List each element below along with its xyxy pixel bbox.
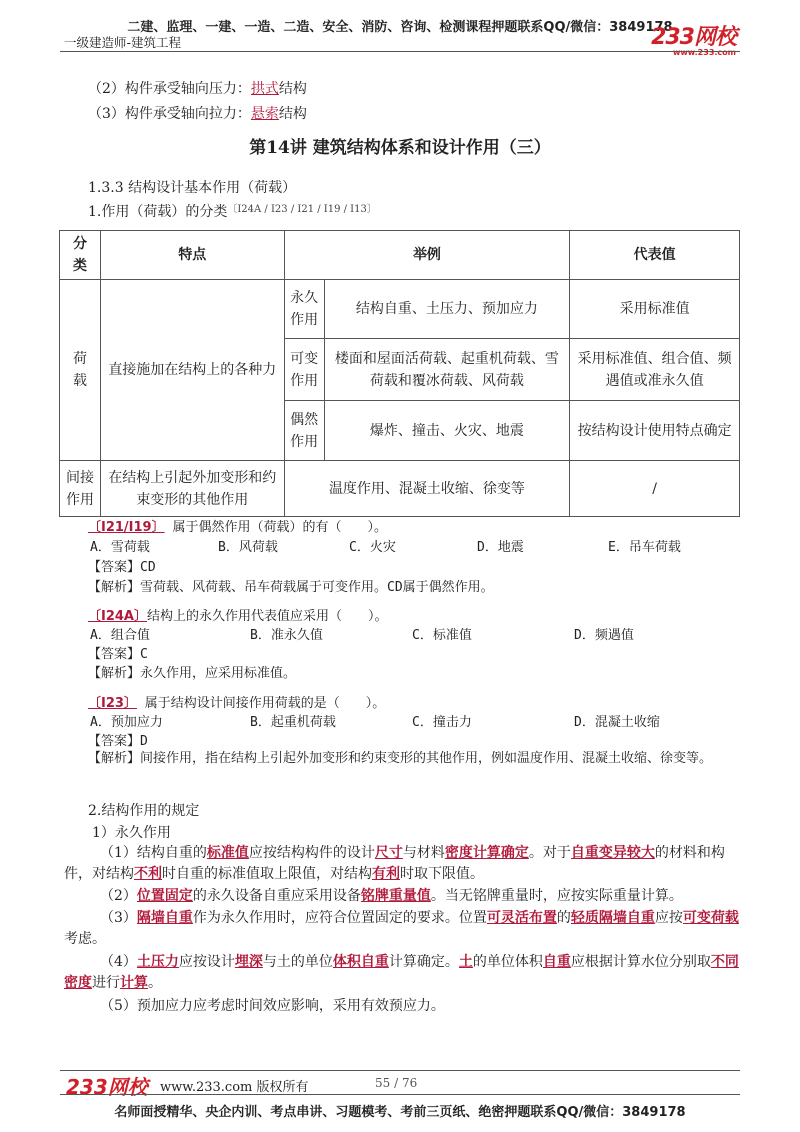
cell-load-feature: 直接施加在结构上的各种力	[100, 280, 284, 461]
cell-example-accidental: 爆炸、撞击、火灾、地震	[324, 401, 570, 461]
question-1-stem: 〔Ⅰ21/Ⅰ19〕 属于偶然作用（荷载）的有（ ）。	[88, 520, 387, 535]
question-3-stem: 〔Ⅰ23〕 属于结构设计间接作用荷载的是（ ）。	[88, 696, 386, 711]
col-header-feature: 特点	[100, 231, 284, 280]
rule-paragraph-3: （3）隔墙自重作为永久作用时，应符合位置固定的要求。位置可灵活布置的轻质隔墙自重应按可变荷载考虑。	[64, 910, 739, 947]
footer-copyright: www.233.com 版权所有	[160, 1080, 309, 1095]
cell-indirect-feature: 在结构上引起外加变形和约束变形的其他作用	[100, 461, 284, 517]
header-subject: 一级建造师-建筑工程	[64, 35, 182, 50]
intro-line-1: （2）构件承受轴向压力：拱式结构	[88, 81, 307, 97]
page-number: 55 / 76	[375, 1076, 418, 1090]
q1-analysis: 【解析】雪荷载、风荷载、吊车荷载属于可变作用。CD属于偶然作用。	[88, 580, 494, 595]
cell-value-permanent: 采用标准值	[570, 280, 740, 339]
rules-subheading: 1）永久作用	[92, 825, 171, 841]
q3-option-c: C．撞击力	[412, 715, 472, 730]
q3-option-b: B．起重机荷载	[250, 715, 336, 730]
intro-line-2: （3）构件承受轴向拉力：悬索结构	[88, 106, 307, 122]
q2-option-a: A．组合值	[90, 628, 150, 643]
brand-logo: 233网校 www.233.com	[651, 25, 736, 57]
rule-paragraph-2: （2）位置固定的永久设备自重应采用设备铭牌重量值。当无铭牌重量时，应按实际重量计算。	[100, 888, 683, 904]
q2-option-c: C．标准值	[412, 628, 472, 643]
q3-option-d: D．混凝土收缩	[574, 715, 660, 730]
q1-option-e: E．吊车荷载	[608, 540, 681, 555]
q1-option-d: D．地震	[477, 540, 524, 555]
cell-type-permanent: 永久作用	[284, 280, 324, 339]
classification-heading: 1.作用（荷载）的分类$^{〔Ⅰ24A / Ⅰ23 / Ⅰ21 / Ⅰ19 / Ⅰ13〕}$	[88, 204, 377, 220]
col-header-value: 代表值	[570, 231, 740, 280]
q3-answer: 【答案】D	[88, 734, 148, 749]
cell-example-permanent: 结构自重、土压力、预加应力	[324, 280, 570, 339]
q2-option-d: D．频遇值	[574, 628, 634, 643]
cell-indirect: 间接作用	[60, 461, 101, 517]
rule-paragraph-4: （4）土压力应按设计埋深与土的单位体积自重计算确定。土的单位体积自重应根据计算水位分别取不同密度进行计算。	[64, 954, 739, 991]
rule-paragraph-1: （1）结构自重的标准值应按结构构件的设计尺寸与材料密度计算确定。对于自重变异较大的材料和构件，对结构不利时自重的标准值取上限值，对结构有利时取下限值。	[64, 845, 725, 882]
q2-analysis: 【解析】永久作用，应采用标准值。	[88, 666, 297, 681]
q2-answer: 【答案】C	[88, 647, 148, 662]
question-2-stem: 〔Ⅰ24A〕结构上的永久作用代表值应采用（ ）。	[88, 609, 388, 624]
rules-heading: 2.结构作用的规定	[88, 803, 200, 819]
footer-rule	[60, 1070, 740, 1071]
q1-option-b: B．风荷载	[218, 540, 278, 555]
q1-answer: 【答案】CD	[88, 560, 156, 575]
lecture-title: 第14讲 建筑结构体系和设计作用（三）	[249, 138, 551, 158]
col-header-category: 分类	[60, 231, 101, 280]
header-rule	[60, 51, 740, 52]
footer-logo: 233网校	[66, 1075, 148, 1099]
cell-value-variable: 采用标准值、组合值、频遇值或准永久值	[570, 339, 740, 401]
q1-option-c: C．火灾	[349, 540, 396, 555]
section-heading: 1.3.3 结构设计基本作用（荷载）	[88, 180, 297, 196]
rule-paragraph-5: （5）预加应力应考虑时间效应影响，采用有效预应力。	[100, 998, 445, 1014]
col-header-example: 举例	[284, 231, 570, 280]
q1-option-a: A．雪荷载	[90, 540, 150, 555]
cell-type-accidental: 偶然作用	[284, 401, 324, 461]
load-classification-table	[59, 230, 740, 517]
header-contact: 二建、监理、一建、一造、二造、安全、消防、咨询、检测课程押题联系QQ/微信：3849178	[127, 20, 673, 35]
footer-contact: 名师面授精华、央企内训、考点串讲、习题模考、考前三页纸、绝密押题联系QQ/微信：3849178	[114, 1105, 686, 1120]
q3-analysis: 【解析】间接作用，指在结构上引起外加变形和约束变形的其他作用，例如温度作用、混凝土收缩、徐变等。	[88, 751, 713, 766]
cell-type-variable: 可变作用	[284, 339, 324, 401]
footer-rule-2	[60, 1094, 740, 1095]
cell-load: 荷载	[60, 280, 101, 461]
cell-indirect-value: /	[570, 461, 740, 517]
cell-indirect-example: 温度作用、混凝土收缩、徐变等	[284, 461, 570, 517]
q3-option-a: A．预加应力	[90, 715, 163, 730]
cell-example-variable: 楼面和屋面活荷载、起重机荷载、雪荷载和覆冰荷载、风荷载	[324, 339, 570, 401]
cell-value-accidental: 按结构设计使用特点确定	[570, 401, 740, 461]
q2-option-b: B．准永久值	[250, 628, 323, 643]
